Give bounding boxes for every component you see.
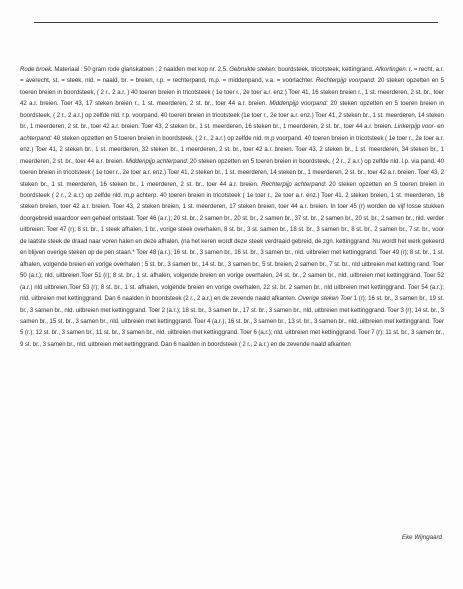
- section-heading: Middenpijp achterpand:: [125, 158, 189, 165]
- section-heading: Rode broek.: [20, 67, 53, 73]
- section-heading: Gebruikte steken:: [229, 67, 277, 73]
- pattern-text: 20 steken opzetten en 5 toeren breien in boordsteek, ( 2 r., 2 a.r.) op zelfde nld. l.p. via pand. 40 toeren breien in tricotsteek ( 1e toer r., 2e toer a.r. enz.) Toer 41, 2 steken br., 1 st. meerderen, 14 steken br., 1 meerderen, 2 st. br., toer 42 a.r. breien. Toer 43, 2 steken br., 1 st. meerderen, 16 steken br., 1 meerderen, 2 st. br., toer 44 a.r. breien.: [20, 158, 444, 188]
- pattern-text: 1 (r); 16 st. br., 3 samen br., 19 st. br., 3 samen br., nld. uitbreien met kettinggrand. Toer 2 (a.r.); 18 st. br., 3 samen br., 17 st. br., 3 samen br., nld. uitbreien met kettinggrand. Toer 3 (r); 14 st. br., 3 samen br., 15 st. br., 3 samen br., nld. uitbreien met kettinggrand. Toer 4 (a.r.); 16 st. br., 3 samen br., 13 st. br., 3 samen br., nld. uitbreien met kettinggrand. Toer 5 (r.); 12 st. br., 3 samen br., 11 st. br., 3 samen br., nld. uitbreien met kettinggrand. Toer 6 (a.r.); nld. uitbreien met kettinggrand. Toer 7 (r); 11 st. br., 3 samen br., 9 st. br., 3 samen br., nld. uitbreien met kettinggrand. Dan 6 naalden in boordsteek ( 2 r., 2 a.r.) en de zevende naald afkanten: [20, 296, 445, 348]
- pattern-text: 20 steken opzetten en 5 toeren breien in boordsteek, ( 2 r., 2 a.r.) op zelfde nld. r.p. voorpand. 40 toeren breien in tricotsteek (1e toer r., 2e toer a.r. enz.) Toer 41, 2 steken br., 1 st. meerderen, 14 steken br., 1 meerderen, 2 st. br., toer 42 a.r. breien. Toer 43, 2 steken br., 1 st. meerderen, 16 steken br., 1 meerderen, 2 st. br., toer 44 a.r. breien.: [20, 101, 444, 131]
- author-signature: Eke Wijngaard: [401, 534, 442, 541]
- section-heading: Middenpijp voorpand:: [269, 101, 328, 108]
- section-heading: Rechterpijp achterpand:: [261, 181, 327, 188]
- section-heading: Rechterpijp voorpand:: [315, 78, 376, 85]
- pattern-text: boordsteek, tricotsteek, kettingrand.: [276, 67, 376, 73]
- top-divider-line: [34, 22, 438, 23]
- pattern-text: 20 steken opzetten en 5 toeren breien in boordsteek, ( 2 r., 2 a.r. ) 40 toeren breien in tricotsteek ( 1e toer r., 2e toer a.r. enz.) Toer 41, 16 steken breien r., 1 st. meerderen, 2 st. br., toer 42 a.r. breien. Toer 43, 17 steken breien r., 1 st. meerderen, 2 st. br., toer 44 a.r. breien.: [20, 78, 445, 108]
- section-heading: Overige steken Toer: [298, 296, 353, 303]
- pattern-text: r. = recht, a.r. = averecht, st. = steek, nld. = naald, br. = breien, r.p. = rechterpand, m.p. = middenpand, v.a. = voorlachter.: [20, 67, 444, 85]
- section-heading: Linkerpijp voor- en achterpand:: [20, 124, 444, 142]
- pattern-text: 20 steken opzetten en 5 toeren breien in boordsteek ( 2 r., 2 a.r.) op zelfde nld. m.p achterp. 40 toeren breien in tricotsteek ( 1e toer r., 2e toer a.r. enz.) Toer 41, 2 steken breien, 1 st. meerderen, 16 steken breien, toer 42 a.r. breien. Toer 43, 2 steken breien, 1 st. meerderen, 17 steken breien, toer 44 a.r. breien. In toer 45 (r) worden de vijf losse stukken doorgebreid waardoor een geheel ontstaat. Toer 46 (a.r.); 20 st. br., 2 samen br., 20 st. br., 2 samen br., 37 st. br., 2 samen br., 20 st. br., 2 samen br., nld. verder uitbreien. Toer 47 (r); 8 st. br., 1 steek afhalen, 1 br., vorige steek overhalen, 8 st. br., 3 st. samen br., 18 st. br., 3 samen br., 8 st. br., 2 samen br., 7 st. br., voor de laatste steek de draad naar voren halen en deze afhalen, (na het keren wordt deze steek verdraaid gebreid, de zgn. kettinggrand. Nu wordt het werk gekeerd en blijven overige steken op de pen staan.* Toer 48 (a.r.); 16 st. br., 3 samen br., 16 st. br., 3 samen br., nld. uitbreien met kettinggrand. Toer 49 (r); 8 st. br., 1 st. afhalen, volgende breien en vorige overhalen ; 5 st. br., 3 samen br., 14 st. br., 3 samen br., 5 st. breien, 2 samen br., 7 st. br., nld uitbreien met ketting rand. Toer 50 (a.r.); nld. uitbreien.Toer 51 (r); 8 st. br., 1 st. afhalen, volgende breien en vorige overhalen, 24 st. br., 2 samen br., nld. uitbreien met kettinggrand. Toer 52 (a.r.) nld uitbreien.Toer 53 (r); 8 st. br., 1 st. afhalen, volgende breien en vorige overhalen, 22 st. br. 2 samen br., nld uitbreien met kettinggrand. Toer 54 (a.r.); nld. uitbreien met kettinggrand. Dan 6 naalden in boordsteek (2 r., 2 a.r.) en de zevende naald afkanten.: [20, 181, 444, 303]
- knitting-pattern-text: [20, 65, 444, 351]
- pattern-text: Materiaal : 50 gram rode glanskatoen ; 2 naalden met kop nr. 2,5.: [52, 67, 230, 73]
- pattern-text: 40 steken opzetten en 5 toeren breien in boordsteek, ( 2 r., 2 a.r.) op zelfde nld. m.p voorpand. 40 toeren breien in tricotsteek ( 1e toer r., 2e toer a.r. enz.) Toer 41, 2 steken br., 1 st. meerderen, 32 steken br., 1 meerderen, 2 st. br., toer 42 a.r. breien. Toer 43, 2 steken br., 1 st. meerderen, 34 steken br., 1 meerderen, 2 st. br., toer 44 a.r. breien.: [20, 135, 444, 165]
- section-heading: Afkortingen:: [375, 67, 408, 73]
